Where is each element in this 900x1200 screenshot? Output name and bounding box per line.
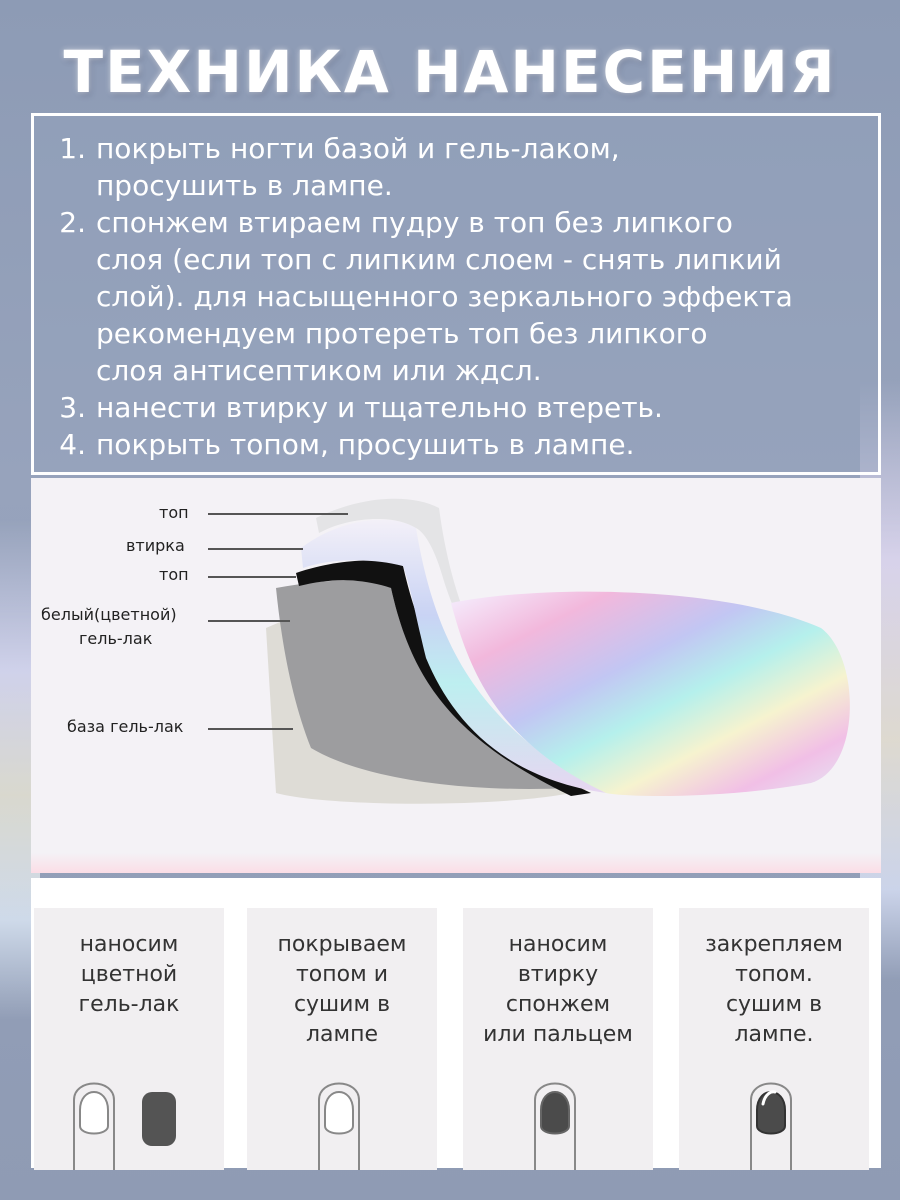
nail-icon-rubbed xyxy=(463,1070,653,1170)
card-line: закрепляем xyxy=(705,932,843,957)
card-step-2 xyxy=(247,908,437,1170)
card-line: или пальцем xyxy=(483,1022,633,1047)
step-text xyxy=(96,130,878,204)
card-line: сушим в xyxy=(725,992,823,1017)
leader-line xyxy=(208,513,348,515)
step-line: просушить в лампе. xyxy=(96,169,393,202)
card-line: лампе. xyxy=(734,1022,814,1047)
card-text xyxy=(247,930,437,1050)
step-line: покрыть ногти базой и гель-лаком, xyxy=(96,132,620,165)
card-line: цветной xyxy=(80,962,178,987)
label-rub: втирка xyxy=(126,536,185,555)
card-step-1 xyxy=(34,908,224,1170)
label-top-1: топ xyxy=(159,503,189,522)
nail-icon-glossy xyxy=(679,1070,869,1170)
card-text xyxy=(463,930,653,1050)
step-number: 1. xyxy=(59,132,86,165)
step-number: 4. xyxy=(59,428,86,461)
card-step-4 xyxy=(679,908,869,1170)
label-color-gel-line1: белый(цветной) xyxy=(41,605,177,624)
pink-gradient-band xyxy=(31,853,881,873)
step-line: нанести втирку и тщательно втереть. xyxy=(96,391,663,424)
steps-list xyxy=(34,116,878,463)
label-top-2: топ xyxy=(159,565,189,584)
step-line: слой). для насыщенного зеркального эффекта xyxy=(96,280,793,313)
nail-icon-with-swatch xyxy=(34,1070,224,1170)
card-line: топом и xyxy=(295,962,388,987)
card-line: сушим в xyxy=(293,992,391,1017)
label-color-gel-line2: гель-лак xyxy=(79,629,153,648)
leader-line xyxy=(208,620,290,622)
step-number: 2. xyxy=(59,206,86,239)
card-line: наносим xyxy=(508,932,608,957)
nail-icon xyxy=(247,1070,437,1170)
label-base-gel: база гель-лак xyxy=(67,717,184,736)
step-3 xyxy=(34,389,878,426)
card-step-3 xyxy=(463,908,653,1170)
card-text xyxy=(34,930,224,1020)
step-2 xyxy=(34,204,878,389)
card-line: наносим xyxy=(79,932,179,957)
leader-line xyxy=(208,576,296,578)
card-line: лампе xyxy=(305,1022,379,1047)
steps-cards xyxy=(31,878,881,1168)
color-swatch xyxy=(142,1092,176,1146)
step-line: покрыть топом, просушить в лампе. xyxy=(96,428,635,461)
card-line: спонжем xyxy=(505,992,611,1017)
card-line: топом. xyxy=(735,962,813,987)
step-line: рекомендуем протереть топ без липкого xyxy=(96,317,708,350)
step-text xyxy=(96,204,878,389)
card-line: гель-лак xyxy=(78,992,180,1017)
step-text xyxy=(96,389,878,426)
step-line: спонжем втираем пудру в топ без липкого xyxy=(96,206,733,239)
card-line: покрываем xyxy=(277,932,407,957)
card-line: втирку xyxy=(517,962,599,987)
step-number: 3. xyxy=(59,391,86,424)
step-text xyxy=(96,426,878,463)
leader-line xyxy=(208,728,293,730)
leader-line xyxy=(208,548,303,550)
step-4 xyxy=(34,426,878,463)
step-1 xyxy=(34,130,878,204)
card-text xyxy=(679,930,869,1050)
step-line: слоя (если топ с липким слоем - снять липкий xyxy=(96,243,782,276)
page-title: ТЕХНИКА НАНЕСЕНИЯ xyxy=(63,38,837,106)
nail-layers-diagram xyxy=(31,478,881,873)
instructions-box xyxy=(31,113,881,475)
step-line: слоя антисептиком или ждсл. xyxy=(96,354,542,387)
